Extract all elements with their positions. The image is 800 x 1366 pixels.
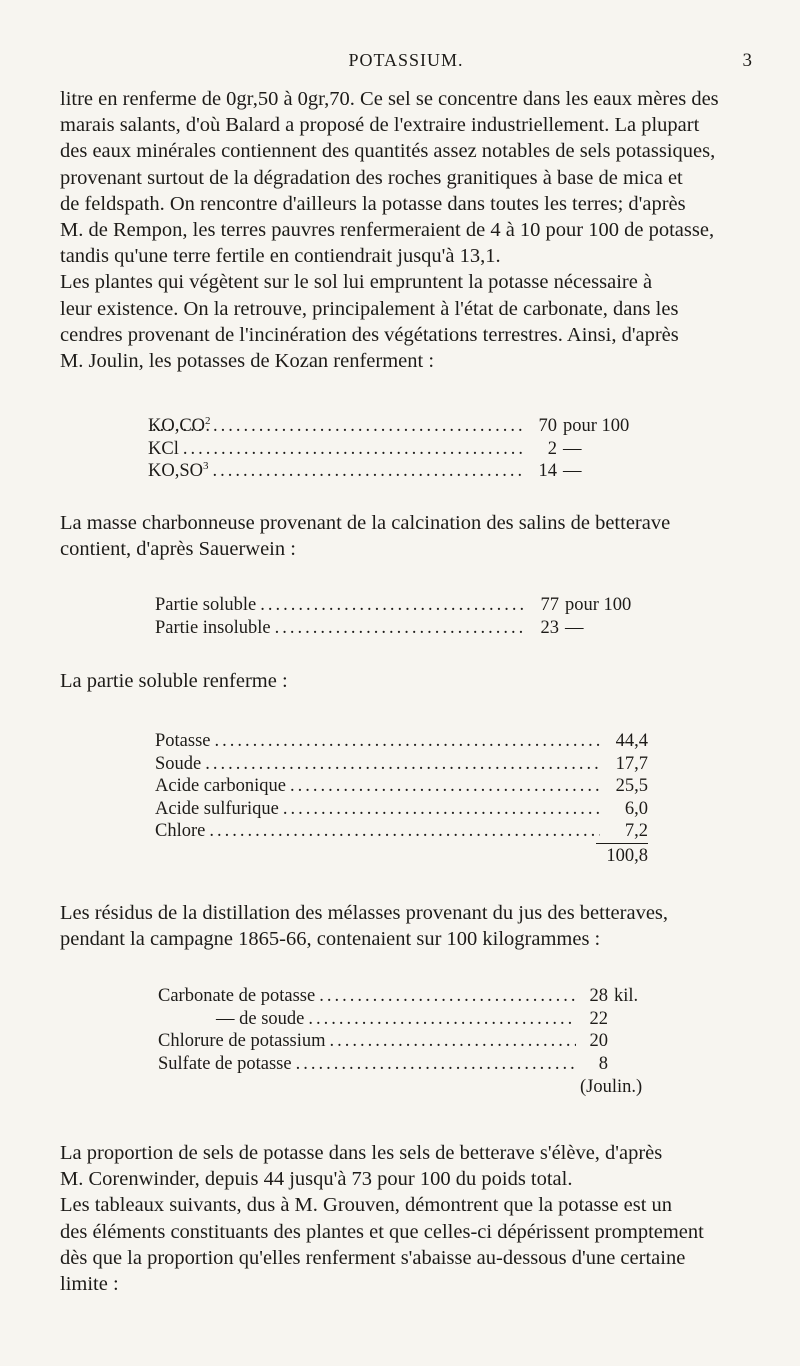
- row-value: 70: [538, 416, 557, 436]
- table-source: (Joulin.): [580, 1077, 643, 1097]
- text-line: contient, d'après Sauerwein :: [60, 538, 296, 561]
- text-line: Les tableaux suivants, dus à M. Grouven, démontrent que la potasse est un: [60, 1194, 673, 1217]
- row-label: Chlore: [155, 821, 206, 841]
- text-line: limite :: [60, 1273, 119, 1296]
- table-row: [148, 438, 643, 461]
- table-row: [155, 617, 645, 640]
- row-label: KO,CO: [148, 416, 206, 436]
- row-label: KO,SO: [148, 461, 203, 481]
- row-unit: kil.: [614, 986, 639, 1006]
- table-row: [158, 1008, 658, 1031]
- page-number: 3: [742, 50, 752, 71]
- table-row: [155, 798, 648, 821]
- row-label: Chlorure de potassium: [158, 1031, 326, 1051]
- row-value: 6,0: [624, 798, 648, 819]
- text-line: La masse charbonneuse provenant de la calcination des salins de betterave: [60, 512, 671, 534]
- text-line: M. Joulin, les potasses de Kozan renferment :: [60, 350, 435, 373]
- leader-dots: [209, 820, 600, 843]
- row-label: Acide sulfurique: [155, 798, 279, 819]
- table-row: [155, 753, 648, 776]
- leader-dots: [152, 415, 525, 438]
- text-line: M. de Rempon, les terres pauvres renfermeraient de 4 à 10 pour 100 de potasse,: [60, 219, 715, 242]
- row-value: 28: [589, 986, 608, 1006]
- leader-dots: [308, 1008, 576, 1031]
- leader-dots: [319, 985, 576, 1008]
- text-line: provenant surtout de la dégradation des roches granitiques à base de mica et: [60, 166, 683, 189]
- row-label-sup: 3: [203, 460, 209, 472]
- row-label-sup: 2: [205, 415, 211, 427]
- row-value: 77: [540, 595, 559, 615]
- text-line: pendant la campagne 1865-66, contenaient sur 100 kilogrammes :: [60, 928, 601, 951]
- row-value: 25,5: [615, 776, 648, 796]
- text-line: leur existence. On la retrouve, principalement à l'état de carbonate, dans les: [60, 297, 679, 320]
- text-line: cendres provenant de l'incinération des végétations terrestres. Ainsi, d'après: [60, 323, 679, 346]
- row-label: — de soude: [216, 1008, 305, 1029]
- sum-rule: [596, 843, 648, 844]
- table-row: [158, 985, 658, 1008]
- text-line: Les plantes qui végètent sur le sol lui empruntent la potasse nécessaire à: [60, 271, 653, 294]
- row-value: 7,2: [624, 821, 648, 841]
- paragraph-block-3: [60, 510, 752, 562]
- row-unit: —: [565, 617, 584, 638]
- paragraph-block-4: [60, 668, 752, 694]
- paragraph-block-1: [60, 86, 752, 374]
- text-line: La partie soluble renferme :: [60, 670, 288, 692]
- text-line: Les résidus de la distillation des mélasses provenant du jus des betteraves,: [60, 902, 669, 924]
- leader-dots: [283, 798, 600, 821]
- leader-dots: [213, 460, 526, 483]
- table-kozan: [148, 415, 643, 483]
- row-unit: pour 100: [565, 595, 632, 615]
- row-label: Partie soluble: [155, 595, 257, 615]
- table-soluble: [155, 730, 648, 843]
- row-unit: —: [563, 438, 582, 459]
- row-unit: pour 100: [563, 416, 630, 436]
- text-line: tandis qu'une terre fertile en contiendrait jusqu'à 13,1.: [60, 245, 501, 268]
- text-line: M. Corenwinder, depuis 44 jusqu'à 73 pour 100 du poids total.: [60, 1168, 573, 1191]
- row-value: 17,7: [615, 753, 648, 774]
- leader-dots: [260, 594, 527, 617]
- paragraph-block-5: [60, 900, 752, 952]
- text-line: dès que la proportion qu'elles renferment s'abaisse au-dessous d'une certaine: [60, 1246, 686, 1269]
- table-row: [158, 1053, 658, 1076]
- table-row: [155, 775, 648, 798]
- row-label: Carbonate de potasse: [158, 986, 316, 1006]
- row-label: Potasse: [155, 731, 211, 751]
- leader-dots: [296, 1053, 576, 1076]
- table-row: [155, 730, 648, 753]
- text-line: marais salants, d'où Balard a proposé de l'extraire industriellement. La plupart: [60, 114, 700, 137]
- row-value: 2: [547, 438, 557, 459]
- running-title: POTASSIUM.: [348, 50, 464, 70]
- leader-dots: [215, 730, 601, 753]
- text-line: des éléments constituants des plantes et que celles-ci dépérissent promptement: [60, 1220, 704, 1243]
- row-value: 20: [589, 1031, 608, 1051]
- text-line: de feldspath. On rencontre d'ailleurs la potasse dans toutes les terres; d'après: [60, 192, 686, 215]
- row-unit: —: [563, 461, 582, 481]
- table-row: [155, 594, 645, 617]
- row-value: 22: [589, 1008, 608, 1029]
- text-line: litre en renferme de 0gr,50 à 0gr,70. Ce sel se concentre dans les eaux mères des: [60, 88, 719, 110]
- table-sauerwein: [155, 594, 645, 639]
- leader-dots: [290, 775, 600, 798]
- text-line: des eaux minérales contiennent des quantités assez notables de sels potassiques,: [60, 140, 716, 163]
- row-label: Soude: [155, 753, 202, 774]
- paragraph-block-6: [60, 1140, 752, 1297]
- running-header: [60, 50, 752, 76]
- row-label: KCl: [148, 438, 179, 459]
- table-row: [155, 820, 648, 843]
- table-total: 100,8: [606, 846, 648, 866]
- table-row: [148, 460, 643, 483]
- leader-dots: [275, 617, 527, 640]
- leader-dots: [330, 1030, 576, 1053]
- table-row: [158, 1030, 658, 1053]
- table-melasses: [158, 985, 658, 1075]
- leader-dots: [183, 438, 525, 461]
- row-value: 8: [598, 1053, 608, 1074]
- row-value: 23: [540, 617, 559, 638]
- row-value: 14: [538, 461, 557, 481]
- text-line: La proportion de sels de potasse dans les sels de betterave s'élève, d'après: [60, 1142, 663, 1164]
- row-label: Acide carbonique: [155, 776, 286, 796]
- row-label: Sulfate de potasse: [158, 1053, 292, 1074]
- table-row: [148, 415, 643, 438]
- leader-dots: [205, 753, 600, 776]
- row-label: Partie insoluble: [155, 617, 271, 638]
- row-value: 44,4: [615, 731, 648, 751]
